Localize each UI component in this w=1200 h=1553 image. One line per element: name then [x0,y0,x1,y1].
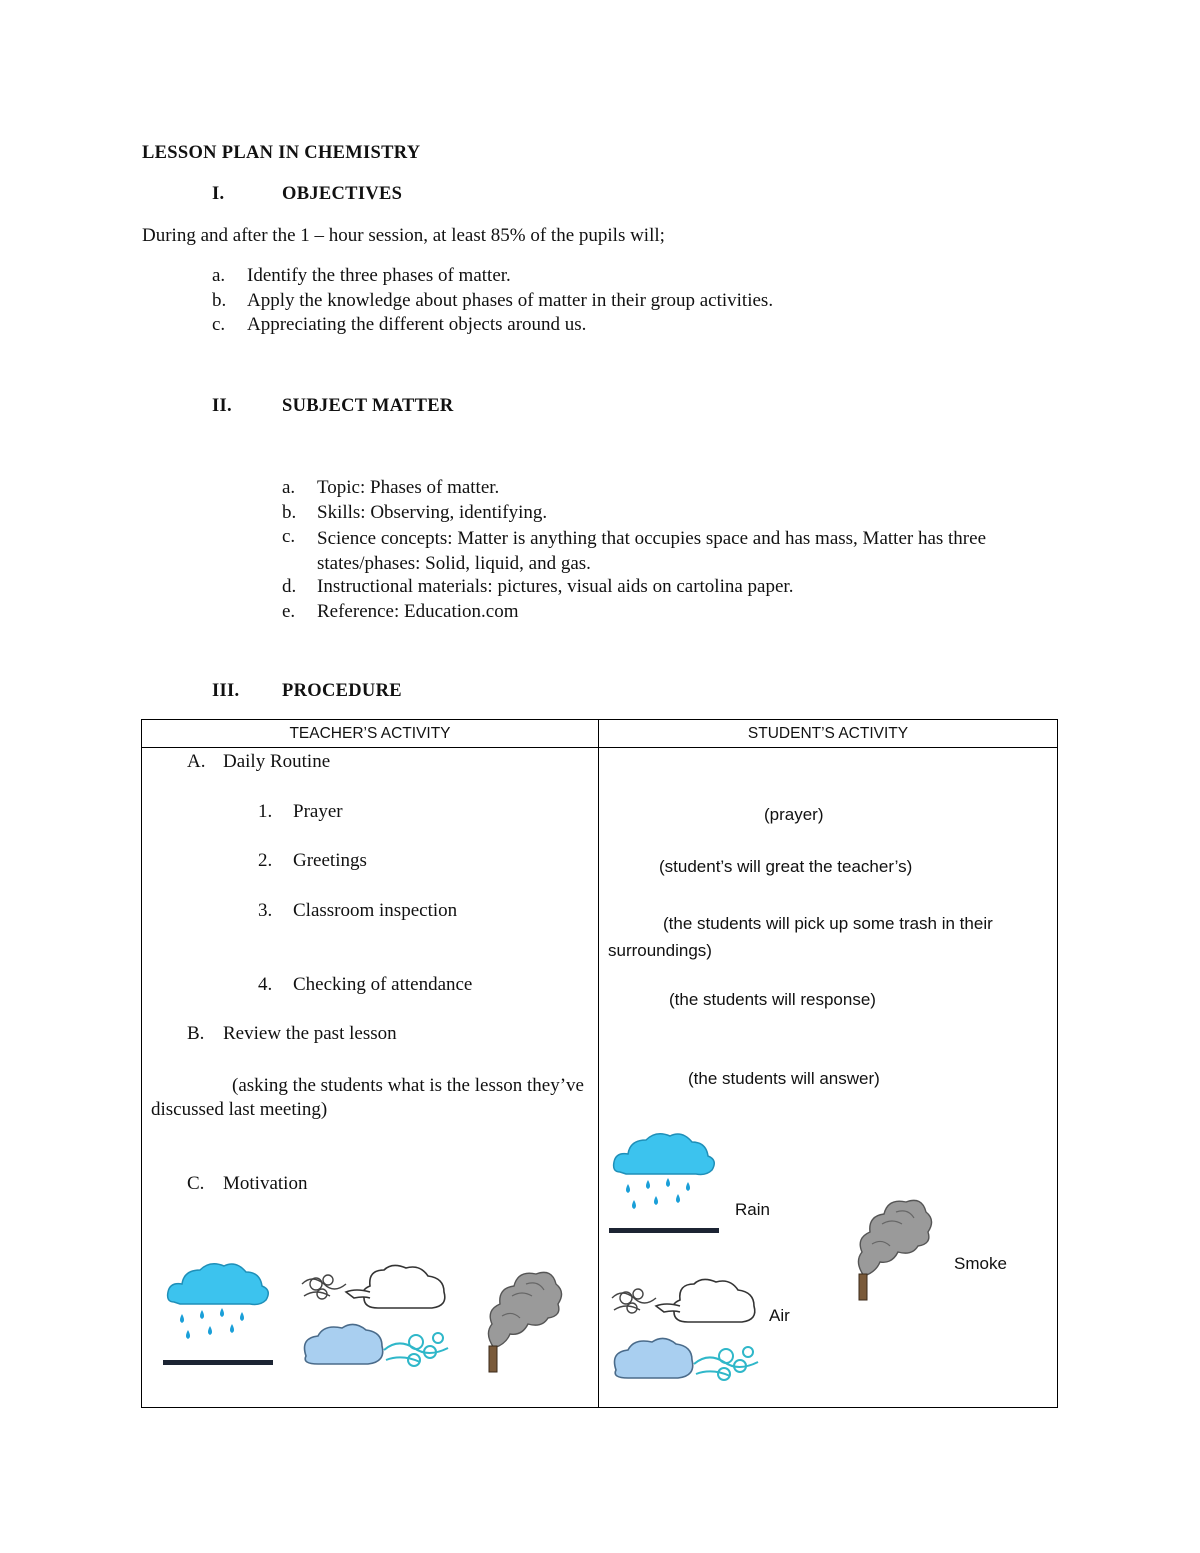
routine-number: 4. [258,974,273,995]
wind-cloud-icon [298,1262,453,1387]
subject-letter: b. [282,502,297,523]
student-answer: (the students will answer) [688,1069,880,1088]
label-air: Air [769,1306,790,1325]
section-numeral-subject: II. [212,396,232,416]
subject-text: Science concepts: Matter is anything that occupies space and has mass, Matter has three states/phases: Solid, liquid, and gas. [317,528,986,574]
section-heading-procedure: PROCEDURE [282,681,402,701]
section-heading-objectives: OBJECTIVES [282,184,403,204]
subject-text: Topic: Phases of matter. [317,477,500,498]
teacher-letter: A. [187,751,206,772]
objective-letter: a. [212,265,226,286]
teacher-step-review: Review the past lesson [223,1023,397,1044]
table-header-student: STUDENT’S ACTIVITY [747,725,909,742]
subject-letter: d. [282,576,297,597]
subject-letter: c. [282,526,296,547]
smoke-icon [482,1262,567,1377]
teacher-step-motivation: Motivation [223,1173,308,1194]
teacher-letter: C. [187,1173,205,1194]
wind-cloud-icon [608,1276,763,1401]
teacher-letter: B. [187,1023,205,1044]
rain-cloud-icon [606,1128,721,1240]
section-numeral-objectives: I. [212,184,225,204]
routine-item: Checking of attendance [293,974,473,995]
label-smoke: Smoke [954,1254,1007,1273]
routine-number: 3. [258,900,273,921]
section-heading-subject: SUBJECT MATTER [282,396,454,416]
routine-item: Greetings [293,850,367,871]
routine-number: 2. [258,850,273,871]
label-rain: Rain [735,1200,770,1219]
subject-letter: e. [282,601,296,622]
student-prayer: (prayer) [764,805,824,824]
review-note: (asking the students what is the lesson they’ve discussed last meeting) [151,1075,584,1120]
objective-letter: b. [212,290,227,311]
rain-cloud-icon [160,1258,275,1370]
teacher-step-daily-routine: Daily Routine [223,751,331,772]
page-title: LESSON PLAN IN CHEMISTRY [142,143,421,163]
smoke-icon [852,1190,937,1305]
subject-text: Reference: Education.com [317,601,519,622]
student-inspection: (the students will pick up some trash in their surroundings) [608,914,993,960]
section-numeral-procedure: III. [212,681,240,701]
table-header-teacher: TEACHER’S ACTIVITY [289,725,451,742]
routine-number: 1. [258,801,273,822]
routine-item: Prayer [293,801,343,822]
student-greet: (student’s will great the teacher’s) [659,857,913,876]
objective-text: Appreciating the different objects around us. [247,314,587,335]
objectives-intro: During and after the 1 – hour session, at least 85% of the pupils will; [142,225,665,246]
subject-letter: a. [282,477,296,498]
student-attendance: (the students will response) [669,990,876,1009]
subject-text: Skills: Observing, identifying. [317,502,548,523]
routine-item: Classroom inspection [293,900,458,921]
subject-text: Instructional materials: pictures, visual aids on cartolina paper. [317,576,794,597]
objective-text: Apply the knowledge about phases of matter in their group activities. [247,290,774,311]
objective-text: Identify the three phases of matter. [247,265,511,286]
objective-letter: c. [212,314,226,335]
